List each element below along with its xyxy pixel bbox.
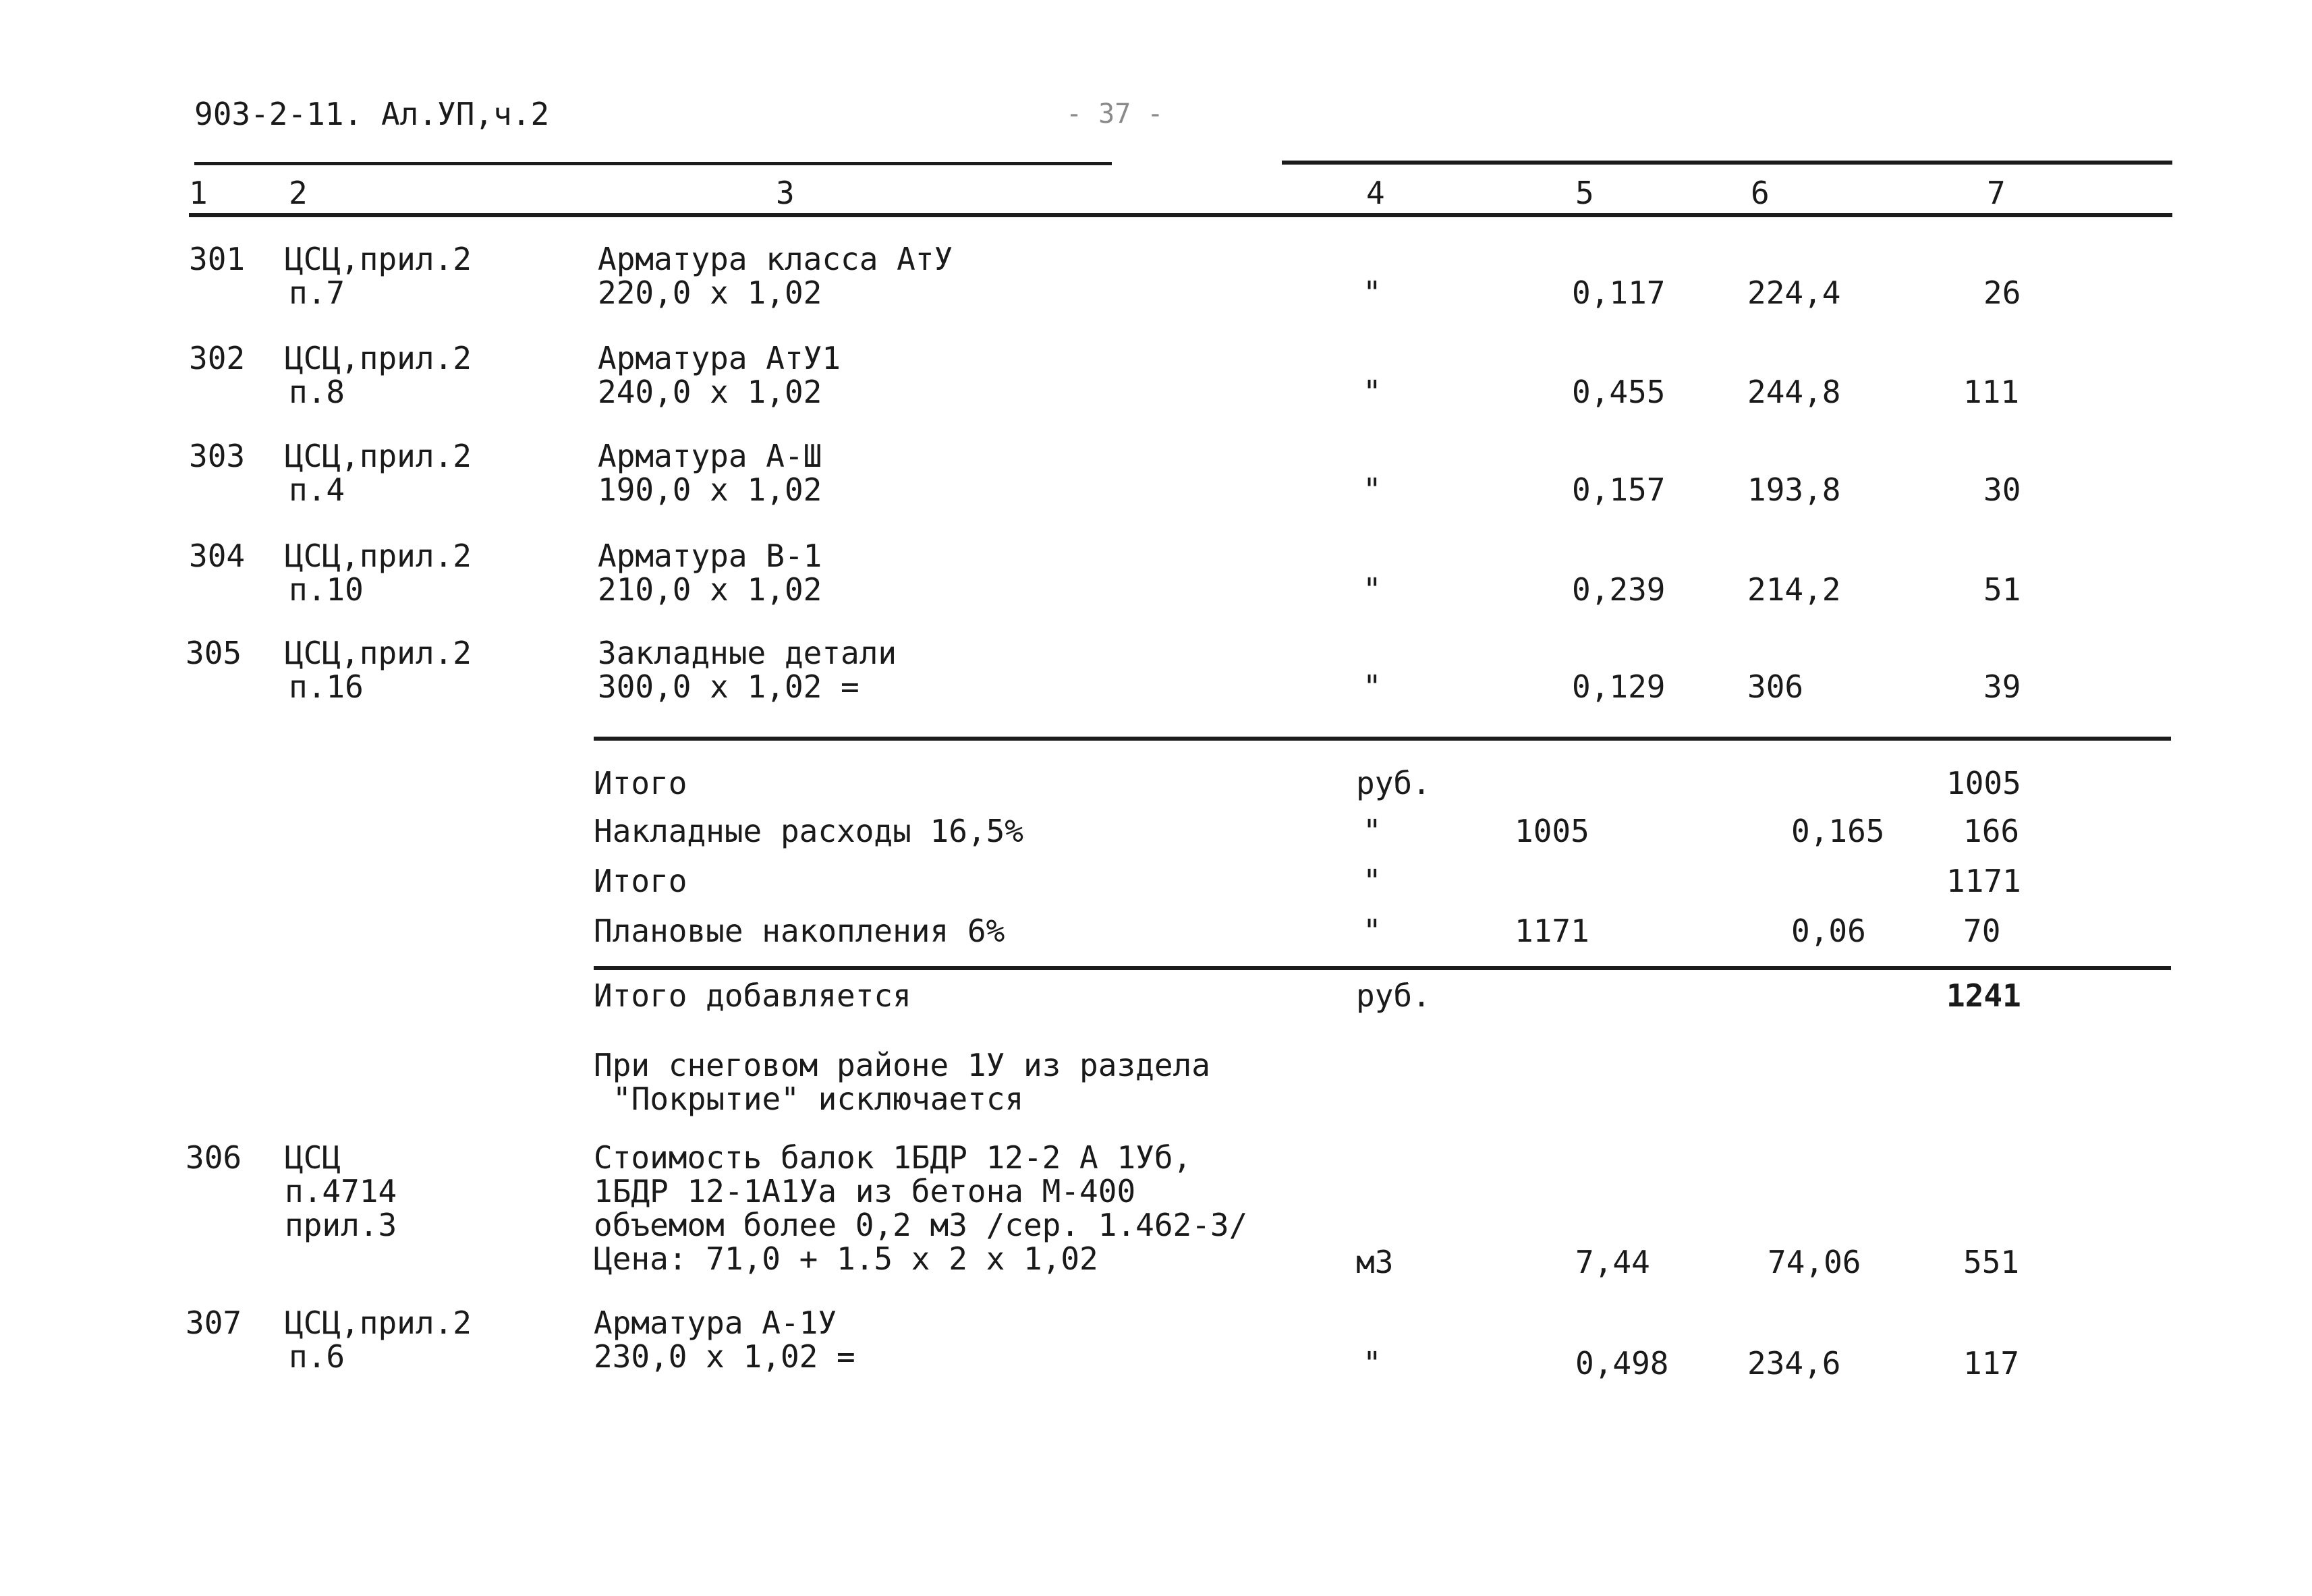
row-number: 302	[189, 340, 246, 376]
reference: ЦСЦ,прил.2	[285, 538, 472, 574]
unit: "	[1363, 472, 1382, 508]
reference-item: п.6	[289, 1338, 345, 1375]
summary-total: 166	[1963, 813, 2020, 849]
total: 551	[1963, 1244, 2020, 1280]
column-header-5: 5	[1575, 175, 1594, 211]
header-rule	[189, 213, 2172, 217]
reference-item: п.7	[289, 275, 345, 311]
unit: "	[1363, 1345, 1382, 1381]
unit-price: 224,4	[1747, 275, 1841, 311]
unit-price: 306	[1747, 668, 1804, 705]
unit: "	[1363, 275, 1382, 311]
quantity: 0,455	[1572, 374, 1666, 410]
description: Арматура В-1	[598, 538, 822, 574]
total: 117	[1963, 1345, 2020, 1381]
page-number: - 37 -	[1066, 98, 1164, 130]
reference-item: п.10	[289, 571, 364, 608]
note-line: При снеговом районе 1У из раздела	[594, 1047, 1210, 1083]
summary-unit: "	[1363, 913, 1382, 949]
description: Арматура А-Ш	[598, 438, 822, 474]
quantity: 0,157	[1572, 472, 1666, 508]
reference: ЦСЦ,прил.2	[285, 340, 472, 376]
summary-rate: 0,165	[1791, 813, 1885, 849]
calculation: Цена: 71,0 + 1.5 х 2 х 1,02	[594, 1241, 1098, 1277]
summary-label: Накладные расходы 16,5%	[594, 813, 1023, 849]
row-number: 307	[186, 1305, 242, 1341]
row-number: 301	[189, 241, 246, 277]
summary-label: Итого	[594, 765, 687, 801]
quantity: 7,44	[1575, 1244, 1650, 1280]
calculation: 190,0 х 1,02	[598, 472, 822, 508]
grand-total-value: 1241	[1946, 977, 2021, 1014]
summary-unit: "	[1363, 863, 1382, 899]
summary-base: 1005	[1515, 813, 1589, 849]
note-line: "Покрытие" исключается	[613, 1081, 1024, 1117]
unit: м3	[1356, 1244, 1394, 1280]
column-header-1: 1	[189, 175, 208, 211]
quantity: 0,129	[1572, 668, 1666, 705]
description: 1БДР 12-1А1Уа из бетона М-400	[594, 1173, 1136, 1209]
unit-price: 74,06	[1768, 1244, 1861, 1280]
calculation: 220,0 х 1,02	[598, 275, 822, 311]
total: 30	[1983, 472, 2021, 508]
unit-price: 193,8	[1747, 472, 1841, 508]
reference: ЦСЦ,прил.2	[285, 438, 472, 474]
column-header-4: 4	[1366, 175, 1385, 211]
summary-total: 1005	[1946, 765, 2021, 801]
summary-label: Плановые накопления 6%	[594, 913, 1005, 949]
reference-item: п.8	[289, 374, 345, 410]
quantity: 0,498	[1575, 1345, 1669, 1381]
description: Арматура АтУ1	[598, 340, 841, 376]
column-header-7: 7	[1987, 175, 2006, 211]
total: 111	[1963, 374, 2020, 410]
quantity: 0,117	[1572, 275, 1666, 311]
reference-item: п.4	[289, 472, 345, 508]
row-number: 306	[186, 1139, 242, 1176]
unit-price: 234,6	[1747, 1345, 1841, 1381]
description: объемом более 0,2 м3 /сер. 1.462-3/	[594, 1207, 1248, 1243]
top-rule-left	[194, 162, 1112, 165]
grand-total-unit: руб.	[1356, 977, 1431, 1014]
column-header-3: 3	[776, 175, 795, 211]
unit: "	[1363, 374, 1382, 410]
reference: ЦСЦ	[285, 1139, 341, 1176]
calculation: 210,0 х 1,02	[598, 571, 822, 608]
summary-unit: "	[1363, 813, 1382, 849]
calculation: 300,0 х 1,02 =	[598, 668, 859, 705]
unit: "	[1363, 668, 1382, 705]
summary-label: Итого	[594, 863, 687, 899]
row-number: 305	[186, 635, 242, 671]
reference: ЦСЦ,прил.2	[285, 241, 472, 277]
grand-total-label: Итого добавляется	[594, 977, 911, 1014]
reference-item: п.16	[289, 668, 364, 705]
summary-total: 1171	[1946, 863, 2021, 899]
description: Арматура А-1У	[594, 1305, 837, 1341]
reference-appendix: прил.3	[285, 1207, 397, 1243]
description: Арматура класса АтУ	[598, 241, 953, 277]
summary-unit: руб.	[1356, 765, 1431, 801]
description: Закладные детали	[598, 635, 897, 671]
top-rule-right	[1282, 161, 2172, 165]
reference: ЦСЦ,прил.2	[285, 635, 472, 671]
calculation: 230,0 х 1,02 =	[594, 1338, 855, 1375]
total: 26	[1983, 275, 2021, 311]
summary-rule	[594, 737, 2171, 741]
column-header-6: 6	[1751, 175, 1770, 211]
summary-base: 1171	[1515, 913, 1589, 949]
unit-price: 244,8	[1747, 374, 1841, 410]
unit-price: 214,2	[1747, 571, 1841, 608]
unit: "	[1363, 571, 1382, 608]
grand-total-rule	[594, 966, 2171, 970]
row-number: 303	[189, 438, 246, 474]
description: Стоимость балок 1БДР 12-2 А 1Уб,	[594, 1139, 1192, 1176]
summary-rate: 0,06	[1791, 913, 1866, 949]
total: 51	[1983, 571, 2021, 608]
reference-item: п.4714	[285, 1173, 397, 1209]
quantity: 0,239	[1572, 571, 1666, 608]
column-header-2: 2	[289, 175, 308, 211]
summary-total: 70	[1963, 913, 2001, 949]
calculation: 240,0 х 1,02	[598, 374, 822, 410]
reference: ЦСЦ,прил.2	[285, 1305, 472, 1341]
document-code: 903-2-11. Ал.УП,ч.2	[194, 96, 550, 132]
row-number: 304	[189, 538, 246, 574]
total: 39	[1983, 668, 2021, 705]
